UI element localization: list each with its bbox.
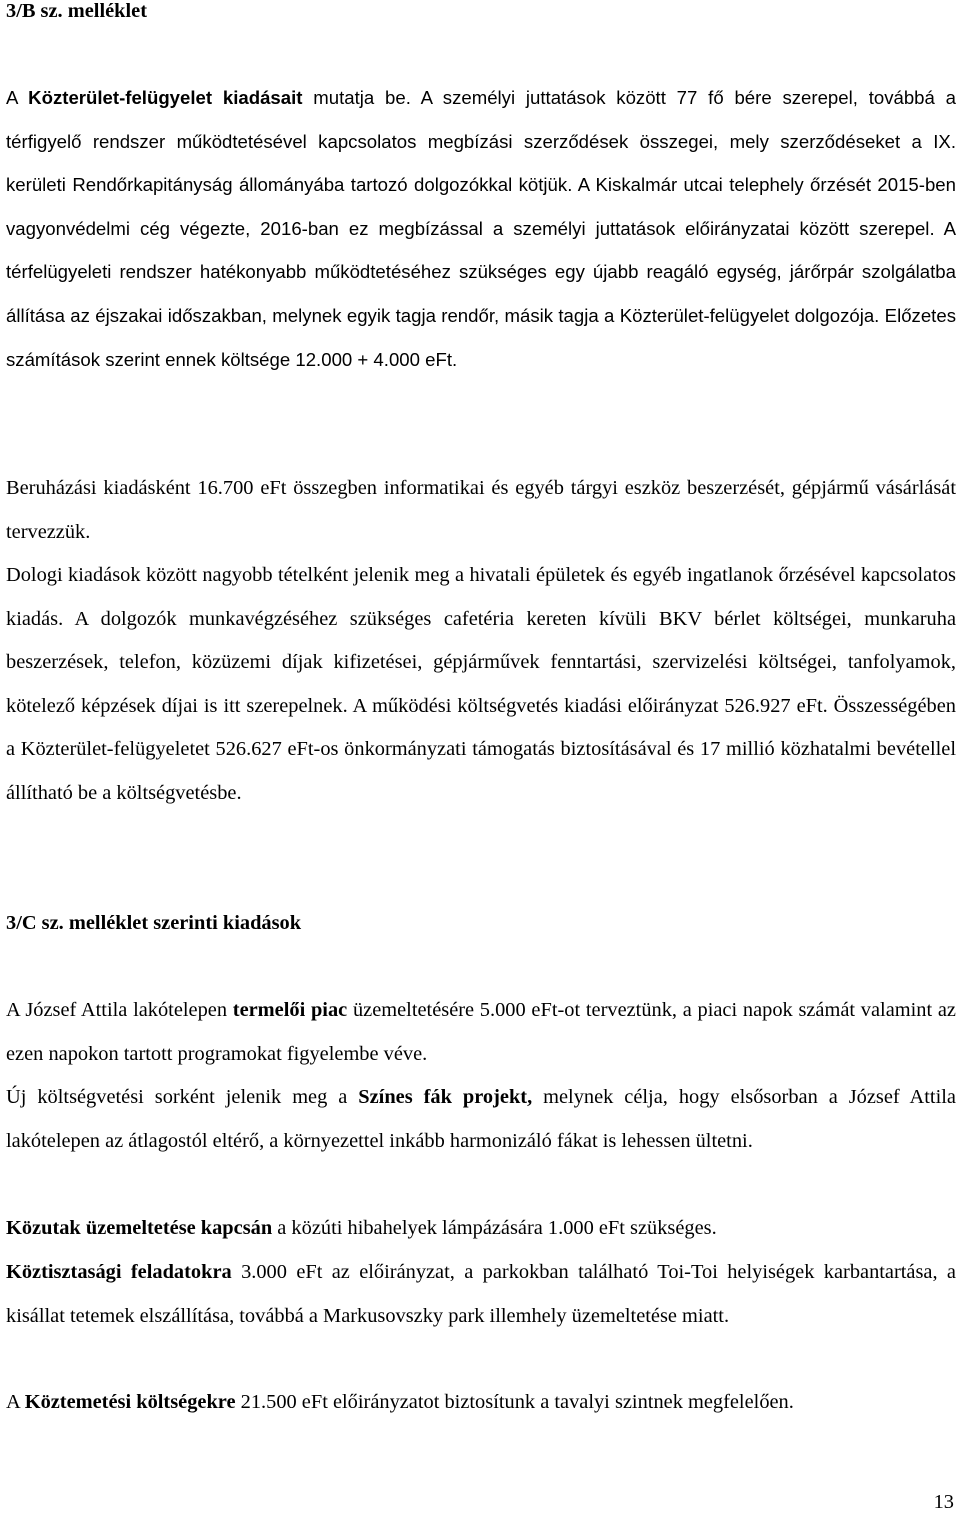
annex-3c-heading: 3/C sz. melléklet szerinti kiadások — [6, 912, 302, 934]
market-paragraph: A József Attila lakótelepen termelői piac üzemeltetésére 5.000 eFt-ot terveztünk, a piaci napok számát valamint az ezen napokon tartott programokat figyelembe véve. — [6, 999, 956, 1065]
annex-3b-intro-paragraph: A Közterület-felügyelet kiadásait mutatja be. A személyi juttatások között 77 fő bére szerepel, továbbá a térfigyelő rendszer működtetésével kapcsolatos megbízási szerződések összegei, mely szerződéseket a IX. kerületi Rendőrkapitányság állományába tartozó dolgozókkal kötjük. A Kiskalmár utcai telephely őrzését 2015-ben vagyonvédelmi cég végezte, 2016-ban ez megbízással a személyi juttatások előirányzatai között szerepel. A térfelügyeleti rendszer hatékonyabb működtetéséhez szükséges egy újabb reagáló egység, járőrpár szolgálatba állítása az éjszakai időszakban, melynek egyik tagja rendőr, másik tagja a Közterület-felügyelet dolgozója. Előzetes számítások szerint ennek költsége 12.000 + 4.000 eFt. — [6, 87, 956, 370]
page-number: 13 — [933, 1491, 954, 1513]
burial-costs-paragraph: A Köztemetési költségekre 21.500 eFt előirányzatot biztosítunk a tavalyi szintnek megfelelően. — [6, 1391, 794, 1413]
colorful-trees-paragraph: Új költségvetési sorként jelenik meg a Színes fák projekt, melynek célja, hogy elsősorban a József Attila lakótelepen az átlagostól eltérő, a környezettel inkább harmonizáló fákat is lehessen ültetni. — [6, 1086, 956, 1152]
annex-3b-heading: 3/B sz. melléklet — [6, 0, 148, 22]
material-expenses-paragraph: Dologi kiadások között nagyobb tételként jelenik meg a hivatali épületek és egyéb ingatlanok őrzésével kapcsolatos kiadás. A dolgozók munkavégzéséhez szükséges cafetéria kereten kívüli BKV bérlet költségei, munkaruha beszerzések, telefon, közüzemi díjak kifizetései, gépjárművek fenntartási, szervizelési költségei, tanfolyamok, kötelező képzések díjai is itt szerepelnek. A működési költségvetés kiadási előirányzat 526.927 eFt. Összességében a Közterület-felügyeletet 526.627 eFt-os önkormányzati támogatás biztosításával és 17 millió közhatalmi bevétellel állítható be a költségvetésbe. — [6, 564, 956, 804]
investment-paragraph: Beruházási kiadásként 16.700 eFt összegben informatikai és egyéb tárgyi eszköz beszerzését, gépjármű vásárlását tervezzük. — [6, 477, 956, 543]
sanitation-paragraph: Köztisztasági feladatokra 3.000 eFt az előirányzat, a parkokban található Toi-Toi helyiségek karbantartása, a kisállat tetemek elszállítása, továbbá a Markusovszky park illemhely üzemeltetése miatt. — [6, 1261, 956, 1327]
roads-paragraph: Közutak üzemeltetése kapcsán a közúti hibahelyek lámpázására 1.000 eFt szükséges. — [6, 1217, 717, 1239]
